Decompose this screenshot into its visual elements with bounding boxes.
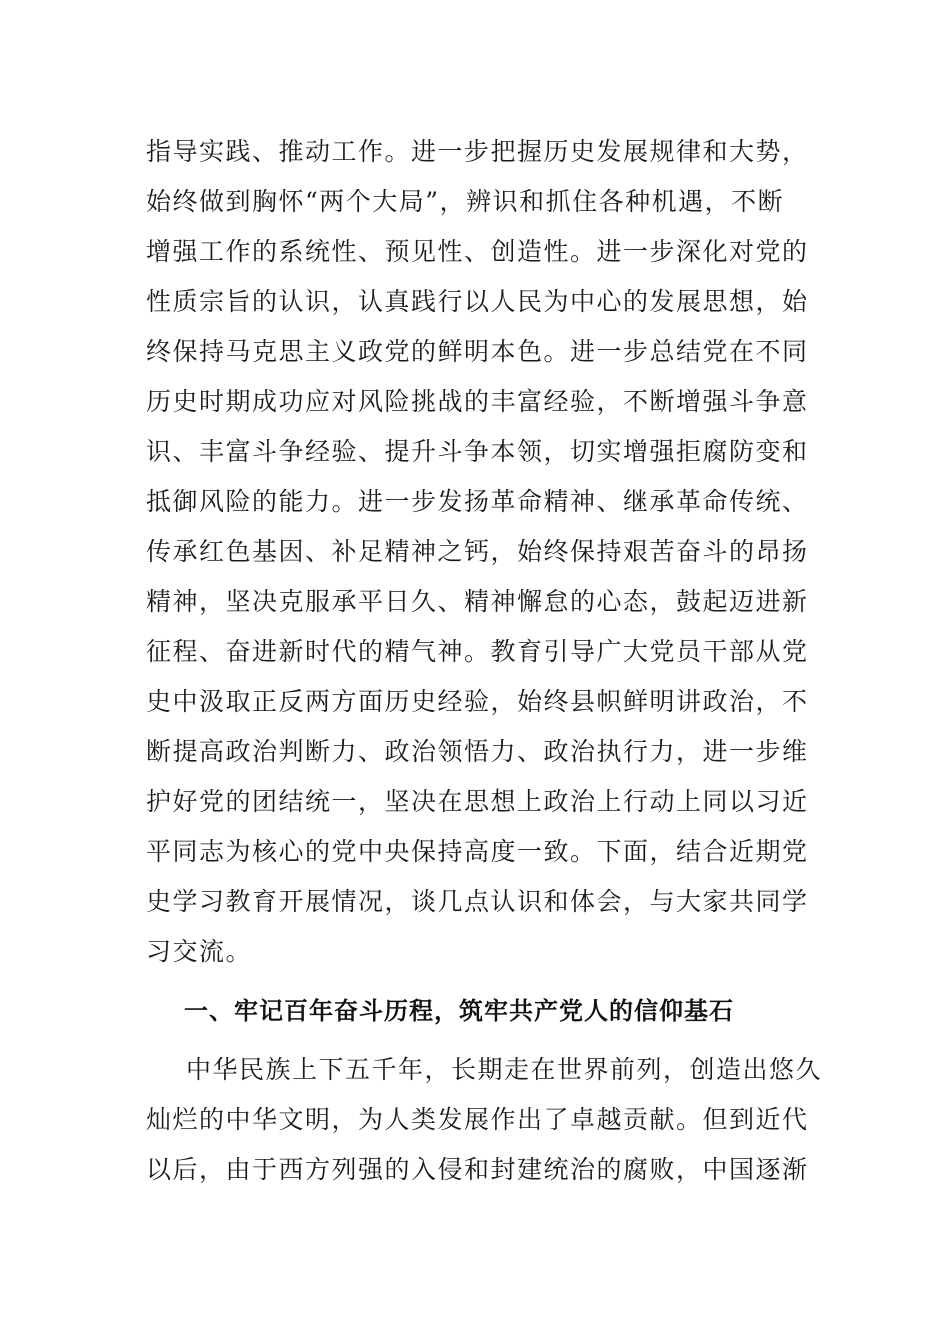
paragraph-line: 习交流。 (146, 937, 253, 966)
paragraph-line: 增强工作的系统性、预见性、创造性。进一步深化对党的 (146, 237, 809, 266)
paragraph-line: 史中汲取正反两方面历史经验，始终县帜鲜明讲政治，不 (146, 687, 809, 716)
paragraph-line: 抵御风险的能力。进一步发扬革命精神、继承革命传统、 (146, 487, 809, 516)
paragraph-line: 传承红色基因、补足精神之钙，始终保持艰苦奋斗的昂扬 (146, 537, 809, 566)
body-paragraph (146, 127, 809, 977)
section-paragraph (146, 1045, 823, 1195)
paragraph-line: 征程、奋进新时代的精气神。教育引导广大党员干部从党 (146, 637, 809, 666)
section-heading: 一、牢记百年奋斗历程，筑牢共产党人的信仰基石 (184, 997, 734, 1025)
paragraph-line: 历史时期成功应对风险挑战的丰富经验，不断增强斗争意 (146, 387, 809, 416)
paragraph-line: 护好党的团结统一，坚决在思想上政治上行动上同以习近 (146, 787, 809, 816)
paragraph-line: 指导实践、推动工作。进一步把握历史发展规律和大势， (146, 137, 809, 166)
paragraph-line: 精神，坚决克服承平日久、精神懈怠的心态，鼓起迈进新 (146, 587, 809, 616)
paragraph-line: 终保持马克思主义政党的鲜明本色。进一步总结党在不同 (146, 337, 809, 366)
paragraph-line: 性质宗旨的认识，认真践行以人民为中心的发展思想，始 (146, 287, 809, 316)
paragraph-line: 识、丰富斗争经验、提升斗争本领，切实增强拒腐防变和 (146, 437, 809, 466)
paragraph-line: 断提高政治判断力、政治领悟力、政治执行力，进一步维 (146, 737, 809, 766)
paragraph-line: 史学习教育开展情况，谈几点认识和体会，与大家共同学 (146, 887, 809, 916)
paragraph-line: 始终做到胸怀“两个大局”，辨识和抓住各种机遇，不断 (146, 187, 785, 216)
paragraph-line: 灿烂的中华文明，为人类发展作出了卓越贡献。但到近代 (146, 1105, 809, 1134)
paragraph-line: 平同志为核心的党中央保持高度一致。下面，结合近期党 (146, 837, 809, 866)
paragraph-line: 中华民族上下五千年，长期走在世界前列，创造出悠久 (186, 1055, 823, 1084)
paragraph-line: 以后，由于西方列强的入侵和封建统治的腐败，中国逐渐 (146, 1155, 809, 1184)
